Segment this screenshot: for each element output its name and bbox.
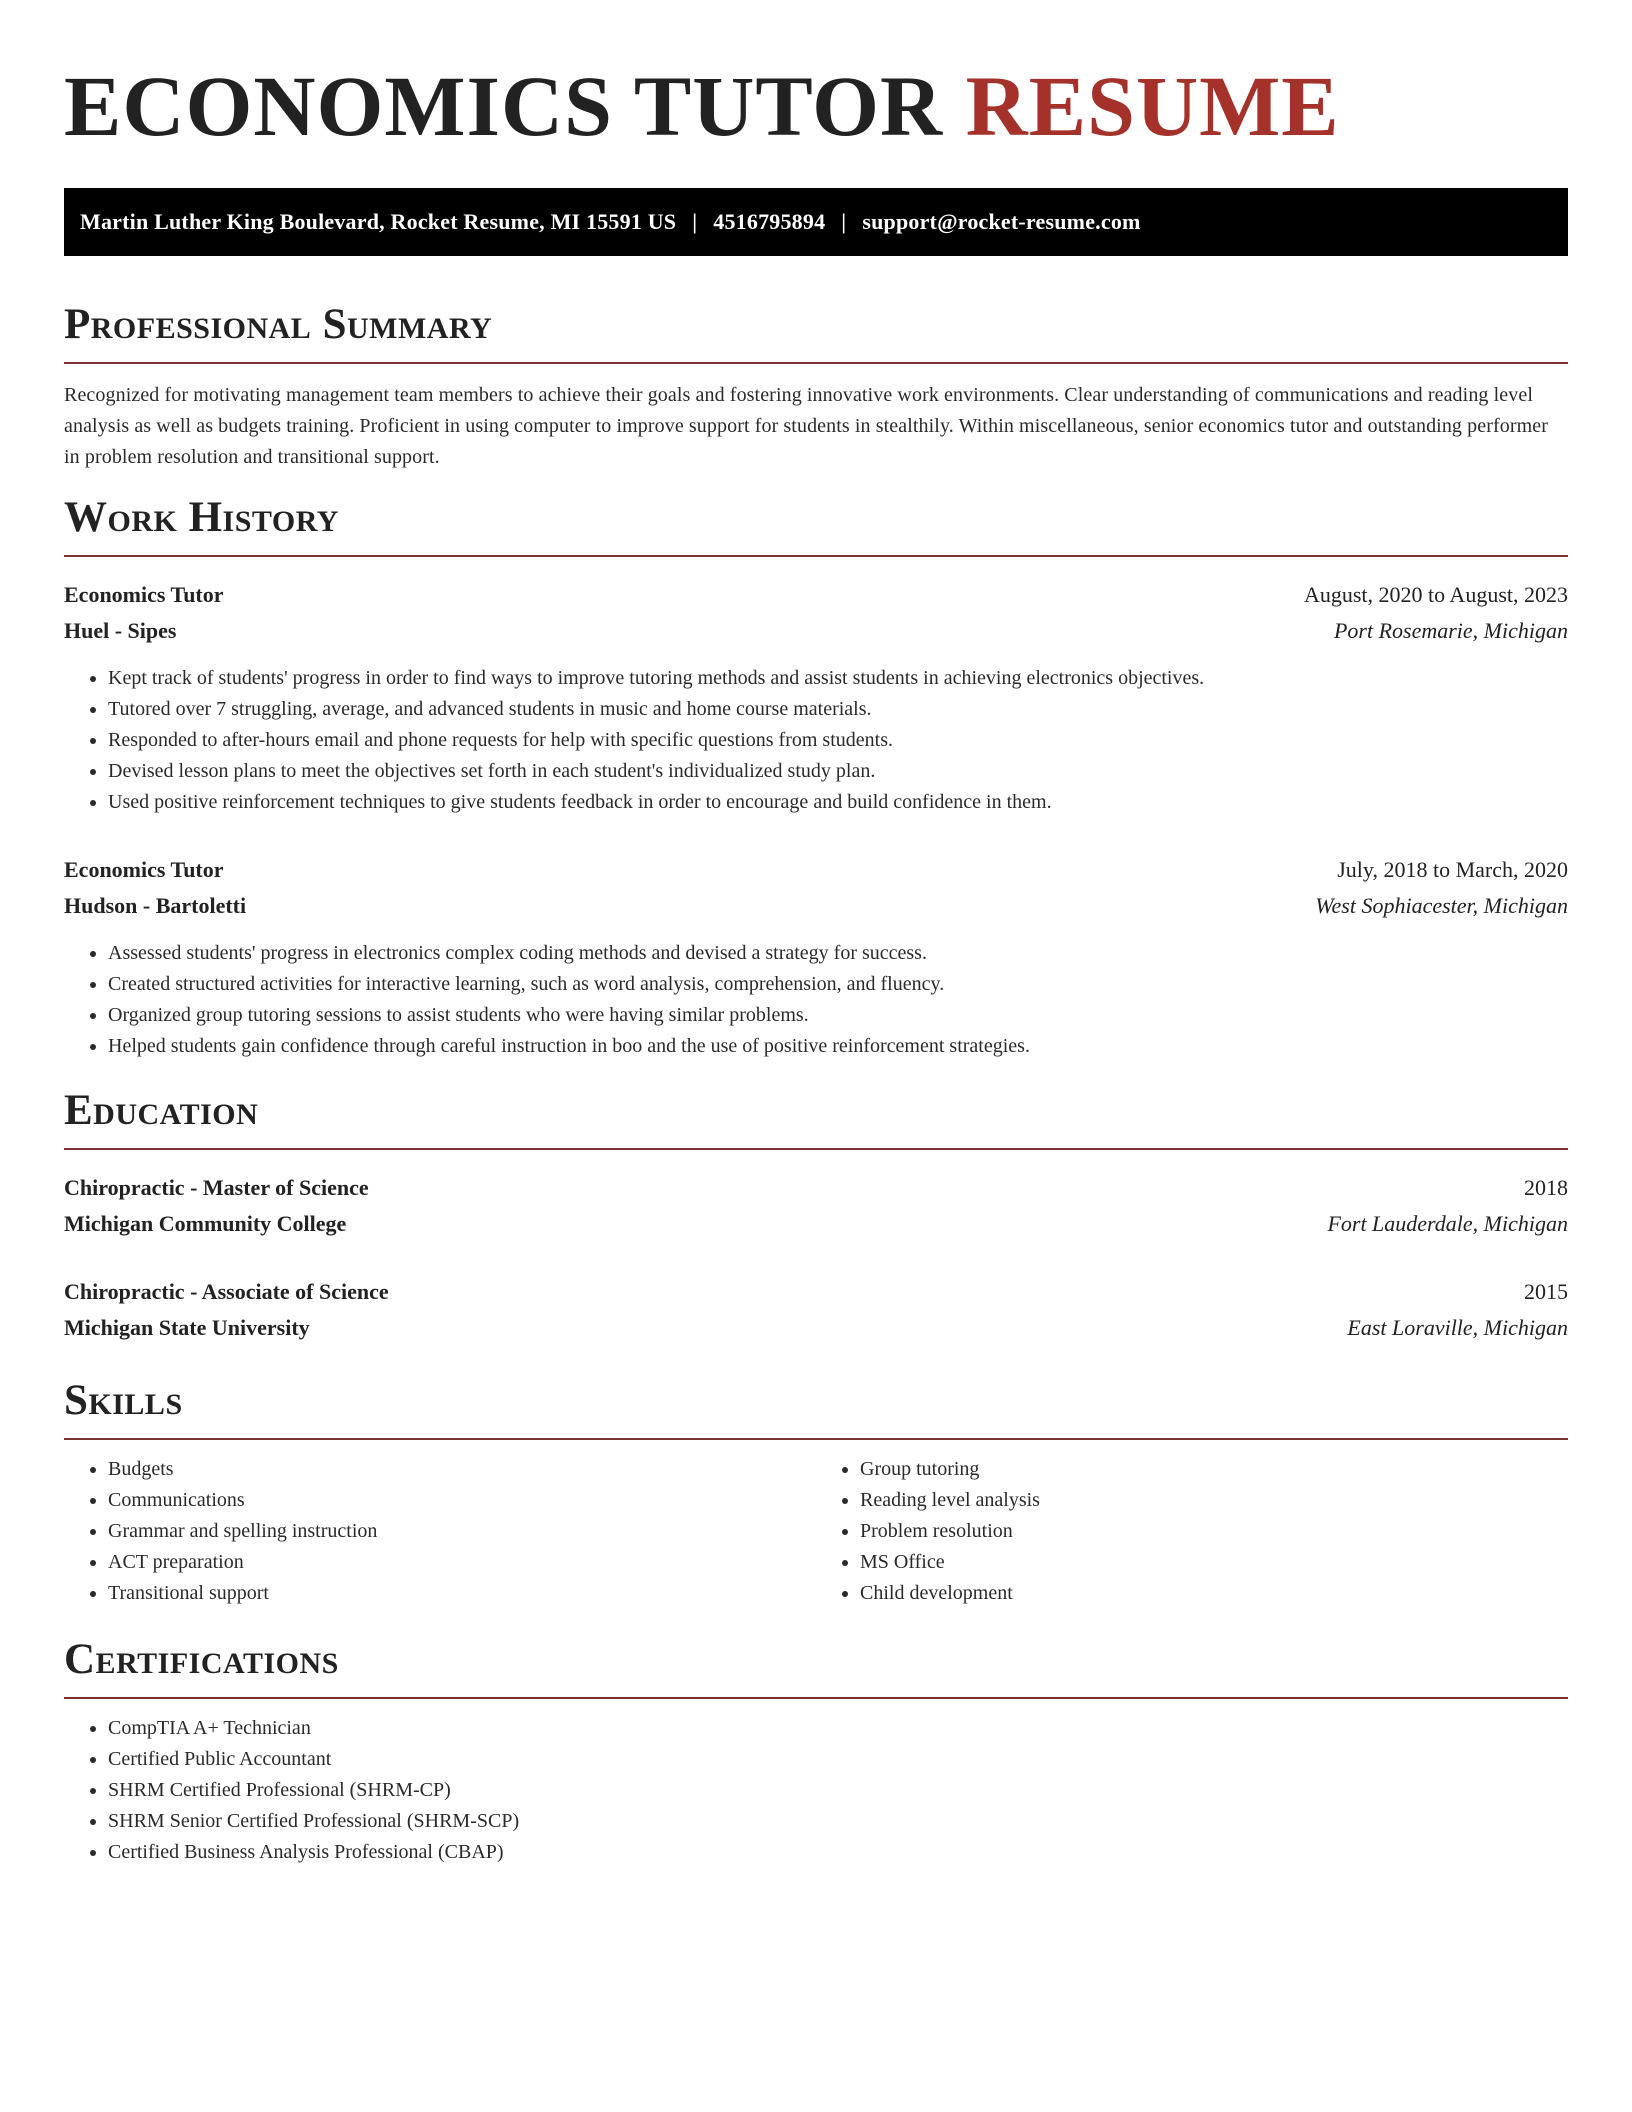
skill-item: • Child development bbox=[860, 1578, 1568, 1609]
job-company: Hudson - Bartoletti bbox=[64, 893, 247, 918]
job-title: Economics Tutor bbox=[64, 582, 224, 607]
skill-item: • Transitional support bbox=[108, 1578, 816, 1609]
skill-item: • Group tutoring bbox=[860, 1454, 1568, 1485]
job-entry bbox=[64, 852, 1568, 1062]
skill-item: • Problem resolution bbox=[860, 1516, 1568, 1547]
contact-phone: 4516795894 bbox=[713, 209, 826, 234]
job-company: Huel - Sipes bbox=[64, 618, 177, 643]
skills-heading: Skills bbox=[64, 1377, 183, 1424]
summary-text: Recognized for motivating management team members to achieve their goals and fostering innovative work environments. Clear understanding of communications and reading level analysis as well as budgets training. Proficient in using computer to improve support for students in stealthily. Within miscellaneous, senior economics tutor and outstanding performer in problem resolution and transitional support. bbox=[64, 384, 1548, 468]
skill-item: • ACT preparation bbox=[108, 1547, 816, 1578]
job-company-row bbox=[64, 613, 1568, 649]
job-bullet: • Helped students gain confidence through careful instruction in boo and the use of positive reinforcement strategies. bbox=[108, 1031, 1568, 1062]
education-location: East Loraville, Michigan bbox=[1347, 1315, 1568, 1340]
job-location: Port Rosemarie, Michigan bbox=[1333, 618, 1568, 643]
skill-item: • MS Office bbox=[860, 1547, 1568, 1578]
job-bullet: • Created structured activities for interactive learning, such as word analysis, comprehension, and fluency. bbox=[108, 969, 1568, 1000]
contact-separator: | bbox=[841, 209, 847, 234]
skills-list-left bbox=[64, 1454, 816, 1609]
skill-item: • Grammar and spelling instruction bbox=[108, 1516, 816, 1547]
skill-item: • Reading level analysis bbox=[860, 1485, 1568, 1516]
education-year: 2015 bbox=[1524, 1279, 1568, 1304]
education-entry bbox=[64, 1170, 1568, 1242]
title-accent: RESUME bbox=[965, 58, 1340, 154]
education-degree-row bbox=[64, 1274, 1568, 1310]
job-entry bbox=[64, 577, 1568, 818]
section-divider bbox=[64, 1697, 1568, 1699]
section-divider bbox=[64, 1148, 1568, 1150]
certification-item: • Certified Business Analysis Professional (CBAP) bbox=[108, 1837, 1568, 1868]
section-divider bbox=[64, 362, 1568, 364]
job-bullets bbox=[64, 938, 1568, 1062]
contact-bar bbox=[64, 188, 1568, 256]
job-bullet: • Devised lesson plans to meet the objectives set forth in each student's individualized study plan. bbox=[108, 756, 1568, 787]
title-main: ECONOMICS TUTOR bbox=[64, 58, 944, 154]
resume-title bbox=[64, 56, 1568, 156]
education-school: Michigan State University bbox=[64, 1315, 310, 1340]
job-bullet: • Kept track of students' progress in order to find ways to improve tutoring methods and assist students in achieving electronics objectives. bbox=[108, 663, 1568, 694]
education-degree: Chiropractic - Master of Science bbox=[64, 1175, 369, 1200]
job-dates: August, 2020 to August, 2023 bbox=[1303, 582, 1568, 607]
job-header-row bbox=[64, 577, 1568, 613]
job-bullet: • Tutored over 7 struggling, average, and advanced students in music and home course materials. bbox=[108, 694, 1568, 725]
education-school: Michigan Community College bbox=[64, 1211, 347, 1236]
job-bullet: • Assessed students' progress in electronics complex coding methods and devised a strategy for success. bbox=[108, 938, 1568, 969]
education-school-row bbox=[64, 1310, 1568, 1346]
work-history-heading: Work History bbox=[64, 494, 339, 541]
job-header-row bbox=[64, 852, 1568, 888]
education-degree-row bbox=[64, 1170, 1568, 1206]
skill-item: • Budgets bbox=[108, 1454, 816, 1485]
education-school-row bbox=[64, 1206, 1568, 1242]
skill-item: • Communications bbox=[108, 1485, 816, 1516]
education-entry bbox=[64, 1274, 1568, 1346]
section-divider bbox=[64, 1438, 1568, 1440]
education-location: Fort Lauderdale, Michigan bbox=[1327, 1211, 1568, 1236]
skills-list-right bbox=[816, 1454, 1568, 1609]
certifications-heading: Certifications bbox=[64, 1636, 339, 1683]
job-bullets bbox=[64, 663, 1568, 818]
job-location: West Sophiacester, Michigan bbox=[1315, 893, 1568, 918]
certifications-list bbox=[64, 1713, 1568, 1868]
summary-heading: Professional Summary bbox=[64, 301, 493, 348]
education-degree: Chiropractic - Associate of Science bbox=[64, 1279, 389, 1304]
job-bullet: • Organized group tutoring sessions to assist students who were having similar problems. bbox=[108, 1000, 1568, 1031]
job-company-row bbox=[64, 888, 1568, 924]
certification-item: • CompTIA A+ Technician bbox=[108, 1713, 1568, 1744]
contact-address: Martin Luther King Boulevard, Rocket Resume, MI 15591 US bbox=[80, 209, 677, 234]
education-heading: Education bbox=[64, 1087, 259, 1134]
skills-columns bbox=[64, 1454, 1568, 1609]
contact-separator: | bbox=[692, 209, 698, 234]
certification-item: • SHRM Senior Certified Professional (SHRM-SCP) bbox=[108, 1806, 1568, 1837]
certification-item: • SHRM Certified Professional (SHRM-CP) bbox=[108, 1775, 1568, 1806]
contact-email: support@rocket-resume.com bbox=[862, 209, 1141, 234]
job-dates: July, 2018 to March, 2020 bbox=[1337, 857, 1568, 882]
education-year: 2018 bbox=[1524, 1175, 1568, 1200]
job-title: Economics Tutor bbox=[64, 857, 224, 882]
certification-item: • Certified Public Accountant bbox=[108, 1744, 1568, 1775]
job-bullet: • Used positive reinforcement techniques to give students feedback in order to encourage and build confidence in them. bbox=[108, 787, 1568, 818]
section-divider bbox=[64, 555, 1568, 557]
job-bullet: • Responded to after-hours email and phone requests for help with specific questions from students. bbox=[108, 725, 1568, 756]
